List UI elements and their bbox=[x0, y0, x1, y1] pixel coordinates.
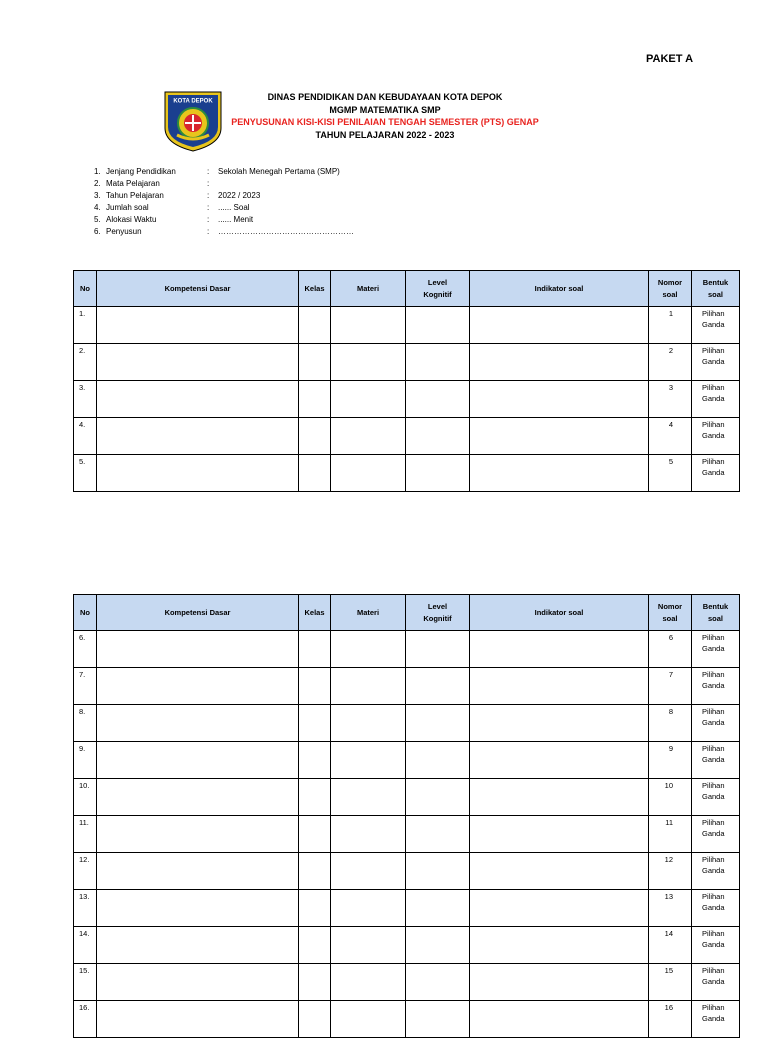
table-header-row bbox=[74, 271, 740, 307]
cell-kelas[interactable] bbox=[299, 705, 331, 742]
header-agency: DINAS PENDIDIKAN DAN KEBUDAYAAN KOTA DEPOK bbox=[267, 92, 503, 102]
info-colon: : bbox=[207, 203, 210, 212]
info-row bbox=[94, 166, 354, 178]
col-header-level bbox=[406, 595, 470, 631]
cell-level[interactable] bbox=[406, 344, 470, 381]
info-label: Alokasi Waktu bbox=[106, 215, 157, 224]
cell-indikator[interactable] bbox=[470, 853, 649, 890]
col-header-level bbox=[406, 271, 470, 307]
cell-bentuk bbox=[692, 307, 740, 344]
bentuk-text-1: Pilihan bbox=[702, 929, 725, 938]
cell-kd[interactable] bbox=[97, 668, 299, 705]
cell-no: 2. bbox=[74, 344, 97, 381]
cell-materi[interactable] bbox=[331, 668, 406, 705]
cell-materi[interactable] bbox=[331, 927, 406, 964]
cell-nomor: 5 bbox=[649, 455, 692, 492]
col-header-kelas: Kelas bbox=[299, 271, 331, 307]
cell-indikator[interactable] bbox=[470, 1001, 649, 1038]
cell-no: 5. bbox=[74, 455, 97, 492]
cell-level[interactable] bbox=[406, 455, 470, 492]
cell-no: 16. bbox=[74, 1001, 97, 1038]
cell-materi[interactable] bbox=[331, 816, 406, 853]
cell-bentuk bbox=[692, 927, 740, 964]
cell-kd[interactable] bbox=[97, 631, 299, 668]
cell-indikator[interactable] bbox=[470, 344, 649, 381]
level-line1: Level bbox=[427, 601, 448, 611]
cell-nomor: 1 bbox=[649, 307, 692, 344]
cell-materi[interactable] bbox=[331, 1001, 406, 1038]
col-header-indikator: Indikator soal bbox=[470, 271, 649, 307]
table-row bbox=[74, 816, 740, 853]
cell-kelas[interactable] bbox=[299, 890, 331, 927]
cell-no: 13. bbox=[74, 890, 97, 927]
cell-bentuk bbox=[692, 455, 740, 492]
cell-bentuk bbox=[692, 631, 740, 668]
table-row bbox=[74, 1001, 740, 1038]
cell-kd[interactable] bbox=[97, 1001, 299, 1038]
kisi-table-1 bbox=[73, 270, 740, 492]
cell-materi[interactable] bbox=[331, 890, 406, 927]
cell-indikator[interactable] bbox=[470, 927, 649, 964]
cell-materi[interactable] bbox=[331, 964, 406, 1001]
cell-kelas[interactable] bbox=[299, 455, 331, 492]
bentuk-text-2: Ganda bbox=[702, 644, 725, 653]
bentuk-text-1: Pilihan bbox=[702, 633, 725, 642]
info-num: 2. bbox=[94, 179, 101, 188]
table-row bbox=[74, 418, 740, 455]
bentuk-text-2: Ganda bbox=[702, 357, 725, 366]
cell-materi[interactable] bbox=[331, 705, 406, 742]
col-header-nomor bbox=[649, 271, 692, 307]
info-colon: : bbox=[207, 215, 210, 224]
bentuk-text-1: Pilihan bbox=[702, 892, 725, 901]
bentuk-text-2: Ganda bbox=[702, 866, 725, 875]
cell-bentuk bbox=[692, 853, 740, 890]
nomor-line1: Nomor bbox=[657, 601, 683, 611]
cell-nomor: 10 bbox=[649, 779, 692, 816]
cell-kd[interactable] bbox=[97, 418, 299, 455]
cell-nomor: 7 bbox=[649, 668, 692, 705]
cell-no: 11. bbox=[74, 816, 97, 853]
info-num: 6. bbox=[94, 227, 101, 236]
bentuk-text-2: Ganda bbox=[702, 940, 725, 949]
cell-bentuk bbox=[692, 890, 740, 927]
cell-no: 6. bbox=[74, 631, 97, 668]
bentuk-text-1: Pilihan bbox=[702, 744, 725, 753]
table-header-row bbox=[74, 595, 740, 631]
cell-level[interactable] bbox=[406, 631, 470, 668]
bentuk-text-2: Ganda bbox=[702, 829, 725, 838]
info-colon: : bbox=[207, 191, 210, 200]
cell-indikator[interactable] bbox=[470, 455, 649, 492]
bentuk-text-1: Pilihan bbox=[702, 855, 725, 864]
cell-indikator[interactable] bbox=[470, 705, 649, 742]
info-num: 1. bbox=[94, 167, 101, 176]
kota-depok-emblem-icon bbox=[163, 90, 223, 152]
cell-level[interactable] bbox=[406, 779, 470, 816]
cell-level[interactable] bbox=[406, 816, 470, 853]
cell-kelas[interactable] bbox=[299, 668, 331, 705]
cell-no: 14. bbox=[74, 927, 97, 964]
cell-indikator[interactable] bbox=[470, 418, 649, 455]
table-row bbox=[74, 381, 740, 418]
table-row bbox=[74, 742, 740, 779]
table-row bbox=[74, 853, 740, 890]
cell-bentuk bbox=[692, 816, 740, 853]
bentuk-line1: Bentuk bbox=[702, 601, 729, 611]
cell-kelas[interactable] bbox=[299, 742, 331, 779]
cell-level[interactable] bbox=[406, 381, 470, 418]
cell-indikator[interactable] bbox=[470, 779, 649, 816]
cell-bentuk bbox=[692, 668, 740, 705]
cell-nomor: 13 bbox=[649, 890, 692, 927]
bentuk-text-1: Pilihan bbox=[702, 346, 725, 355]
bentuk-text-1: Pilihan bbox=[702, 818, 725, 827]
cell-no: 8. bbox=[74, 705, 97, 742]
cell-kd[interactable] bbox=[97, 381, 299, 418]
col-header-no: No bbox=[74, 595, 97, 631]
cell-bentuk bbox=[692, 418, 740, 455]
table-row bbox=[74, 779, 740, 816]
level-line1: Level bbox=[427, 277, 448, 287]
cell-materi[interactable] bbox=[331, 418, 406, 455]
cell-level[interactable] bbox=[406, 307, 470, 344]
cell-nomor: 9 bbox=[649, 742, 692, 779]
bentuk-text-1: Pilihan bbox=[702, 781, 725, 790]
cell-level[interactable] bbox=[406, 964, 470, 1001]
bentuk-text-2: Ganda bbox=[702, 394, 725, 403]
cell-materi[interactable] bbox=[331, 381, 406, 418]
bentuk-text-1: Pilihan bbox=[702, 383, 725, 392]
table-1-body bbox=[74, 307, 740, 492]
table-row bbox=[74, 631, 740, 668]
bentuk-text-1: Pilihan bbox=[702, 457, 725, 466]
col-header-kd: Kompetensi Dasar bbox=[97, 271, 299, 307]
info-colon: : bbox=[207, 167, 210, 176]
bentuk-text-1: Pilihan bbox=[702, 1003, 725, 1012]
cell-kd[interactable] bbox=[97, 779, 299, 816]
bentuk-text-1: Pilihan bbox=[702, 707, 725, 716]
cell-kd[interactable] bbox=[97, 455, 299, 492]
cell-kelas[interactable] bbox=[299, 381, 331, 418]
info-value: 2022 / 2023 bbox=[218, 191, 261, 200]
cell-indikator[interactable] bbox=[470, 964, 649, 1001]
cell-level[interactable] bbox=[406, 853, 470, 890]
cell-indikator[interactable] bbox=[470, 381, 649, 418]
info-value: Sekolah Menegah Pertama (SMP) bbox=[218, 167, 340, 176]
bentuk-text-2: Ganda bbox=[702, 468, 725, 477]
bentuk-text-2: Ganda bbox=[702, 755, 725, 764]
info-row bbox=[94, 178, 354, 190]
cell-kd[interactable] bbox=[97, 705, 299, 742]
bentuk-line2: soal bbox=[707, 613, 723, 623]
cell-nomor: 3 bbox=[649, 381, 692, 418]
cell-bentuk bbox=[692, 1001, 740, 1038]
info-label: Tahun Pelajaran bbox=[106, 191, 164, 200]
bentuk-text-2: Ganda bbox=[702, 681, 725, 690]
bentuk-text-2: Ganda bbox=[702, 977, 725, 986]
kota-depok-logo bbox=[163, 90, 223, 152]
table-row bbox=[74, 307, 740, 344]
cell-kd[interactable] bbox=[97, 307, 299, 344]
cell-kelas[interactable] bbox=[299, 927, 331, 964]
cell-level[interactable] bbox=[406, 890, 470, 927]
cell-nomor: 11 bbox=[649, 816, 692, 853]
header-title: PENYUSUNAN KISI-KISI PENILAIAN TENGAH SEMESTER (PTS) GENAP bbox=[231, 117, 539, 127]
col-header-bentuk bbox=[692, 595, 740, 631]
info-label: Jenjang Pendidikan bbox=[106, 167, 176, 176]
cell-kd[interactable] bbox=[97, 853, 299, 890]
cell-no: 9. bbox=[74, 742, 97, 779]
cell-no: 12. bbox=[74, 853, 97, 890]
bentuk-line2: soal bbox=[707, 289, 723, 299]
cell-level[interactable] bbox=[406, 1001, 470, 1038]
cell-indikator[interactable] bbox=[470, 890, 649, 927]
cell-materi[interactable] bbox=[331, 779, 406, 816]
cell-materi[interactable] bbox=[331, 742, 406, 779]
kisi-table-2 bbox=[73, 594, 740, 1038]
cell-kelas[interactable] bbox=[299, 307, 331, 344]
cell-nomor: 8 bbox=[649, 705, 692, 742]
bentuk-text-2: Ganda bbox=[702, 431, 725, 440]
cell-kelas[interactable] bbox=[299, 816, 331, 853]
cell-kelas[interactable] bbox=[299, 779, 331, 816]
cell-bentuk bbox=[692, 964, 740, 1001]
cell-materi[interactable] bbox=[331, 344, 406, 381]
cell-nomor: 12 bbox=[649, 853, 692, 890]
cell-indikator[interactable] bbox=[470, 816, 649, 853]
bentuk-text-2: Ganda bbox=[702, 903, 725, 912]
cell-no: 15. bbox=[74, 964, 97, 1001]
cell-kelas[interactable] bbox=[299, 964, 331, 1001]
cell-no: 3. bbox=[74, 381, 97, 418]
cell-kelas[interactable] bbox=[299, 344, 331, 381]
cell-indikator[interactable] bbox=[470, 742, 649, 779]
cell-bentuk bbox=[692, 742, 740, 779]
bentuk-text-2: Ganda bbox=[702, 792, 725, 801]
cell-no: 4. bbox=[74, 418, 97, 455]
cell-materi[interactable] bbox=[331, 631, 406, 668]
info-value: ...... Soal bbox=[218, 203, 250, 212]
cell-kelas[interactable] bbox=[299, 1001, 331, 1038]
cell-nomor: 4 bbox=[649, 418, 692, 455]
table-row bbox=[74, 344, 740, 381]
table-2-body bbox=[74, 631, 740, 1038]
cell-kd[interactable] bbox=[97, 964, 299, 1001]
cell-kd[interactable] bbox=[97, 816, 299, 853]
col-header-nomor bbox=[649, 595, 692, 631]
cell-level[interactable] bbox=[406, 705, 470, 742]
nomor-line2: soal bbox=[662, 289, 678, 299]
cell-level[interactable] bbox=[406, 742, 470, 779]
bentuk-text-1: Pilihan bbox=[702, 420, 725, 429]
cell-no: 7. bbox=[74, 668, 97, 705]
cell-indikator[interactable] bbox=[470, 307, 649, 344]
cell-level[interactable] bbox=[406, 668, 470, 705]
info-colon: : bbox=[207, 227, 210, 236]
cell-nomor: 16 bbox=[649, 1001, 692, 1038]
bentuk-line1: Bentuk bbox=[702, 277, 729, 287]
info-label: Mata Pelajaran bbox=[106, 179, 160, 188]
col-header-bentuk bbox=[692, 271, 740, 307]
table-row bbox=[74, 964, 740, 1001]
col-header-materi: Materi bbox=[331, 595, 406, 631]
info-label: Penyusun bbox=[106, 227, 142, 236]
info-list bbox=[94, 166, 354, 238]
cell-level[interactable] bbox=[406, 927, 470, 964]
cell-kd[interactable] bbox=[97, 344, 299, 381]
cell-nomor: 15 bbox=[649, 964, 692, 1001]
info-colon: : bbox=[207, 179, 210, 188]
info-label: Jumlah soal bbox=[106, 203, 149, 212]
table-row bbox=[74, 705, 740, 742]
cell-bentuk bbox=[692, 381, 740, 418]
col-header-no: No bbox=[74, 271, 97, 307]
table-row bbox=[74, 668, 740, 705]
header-mgmp: MGMP MATEMATIKA SMP bbox=[329, 104, 441, 115]
table-row bbox=[74, 927, 740, 964]
cell-nomor: 2 bbox=[649, 344, 692, 381]
bentuk-text-1: Pilihan bbox=[702, 966, 725, 975]
cell-level[interactable] bbox=[406, 418, 470, 455]
bentuk-text-1: Pilihan bbox=[702, 670, 725, 679]
cell-indikator[interactable] bbox=[470, 668, 649, 705]
cell-materi[interactable] bbox=[331, 455, 406, 492]
cell-no: 1. bbox=[74, 307, 97, 344]
cell-materi[interactable] bbox=[331, 307, 406, 344]
table-row bbox=[74, 455, 740, 492]
level-line2: Kognitif bbox=[423, 289, 452, 299]
info-num: 3. bbox=[94, 191, 101, 200]
nomor-line1: Nomor bbox=[657, 277, 683, 287]
cell-no: 10. bbox=[74, 779, 97, 816]
cell-kelas[interactable] bbox=[299, 631, 331, 668]
info-value: …………………………………………… bbox=[218, 227, 354, 236]
header-year: TAHUN PELAJARAN 2022 - 2023 bbox=[315, 129, 455, 140]
info-row bbox=[94, 190, 354, 202]
cell-indikator[interactable] bbox=[470, 631, 649, 668]
info-row bbox=[94, 226, 354, 238]
info-row bbox=[94, 202, 354, 214]
document-header bbox=[215, 91, 555, 141]
cell-bentuk bbox=[692, 344, 740, 381]
cell-kd[interactable] bbox=[97, 927, 299, 964]
nomor-line2: soal bbox=[662, 613, 678, 623]
bentuk-text-2: Ganda bbox=[702, 718, 725, 727]
col-header-materi: Materi bbox=[331, 271, 406, 307]
cell-bentuk bbox=[692, 779, 740, 816]
cell-kelas[interactable] bbox=[299, 418, 331, 455]
table-row bbox=[74, 890, 740, 927]
level-line2: Kognitif bbox=[423, 613, 452, 623]
bentuk-text-1: Pilihan bbox=[702, 309, 725, 318]
info-num: 5. bbox=[94, 215, 101, 224]
cell-kelas[interactable] bbox=[299, 853, 331, 890]
col-header-kelas: Kelas bbox=[299, 595, 331, 631]
cell-materi[interactable] bbox=[331, 853, 406, 890]
bentuk-text-2: Ganda bbox=[702, 1014, 725, 1023]
cell-kd[interactable] bbox=[97, 890, 299, 927]
info-num: 4. bbox=[94, 203, 101, 212]
col-header-kd: Kompetensi Dasar bbox=[97, 595, 299, 631]
cell-nomor: 14 bbox=[649, 927, 692, 964]
col-header-indikator: Indikator soal bbox=[470, 595, 649, 631]
cell-bentuk bbox=[692, 705, 740, 742]
logo-text: KOTA DEPOK bbox=[173, 98, 213, 105]
paket-label: PAKET A bbox=[646, 53, 694, 65]
info-row bbox=[94, 214, 354, 226]
bentuk-text-2: Ganda bbox=[702, 320, 725, 329]
info-value: ...... Menit bbox=[218, 215, 254, 224]
cell-nomor: 6 bbox=[649, 631, 692, 668]
cell-kd[interactable] bbox=[97, 742, 299, 779]
